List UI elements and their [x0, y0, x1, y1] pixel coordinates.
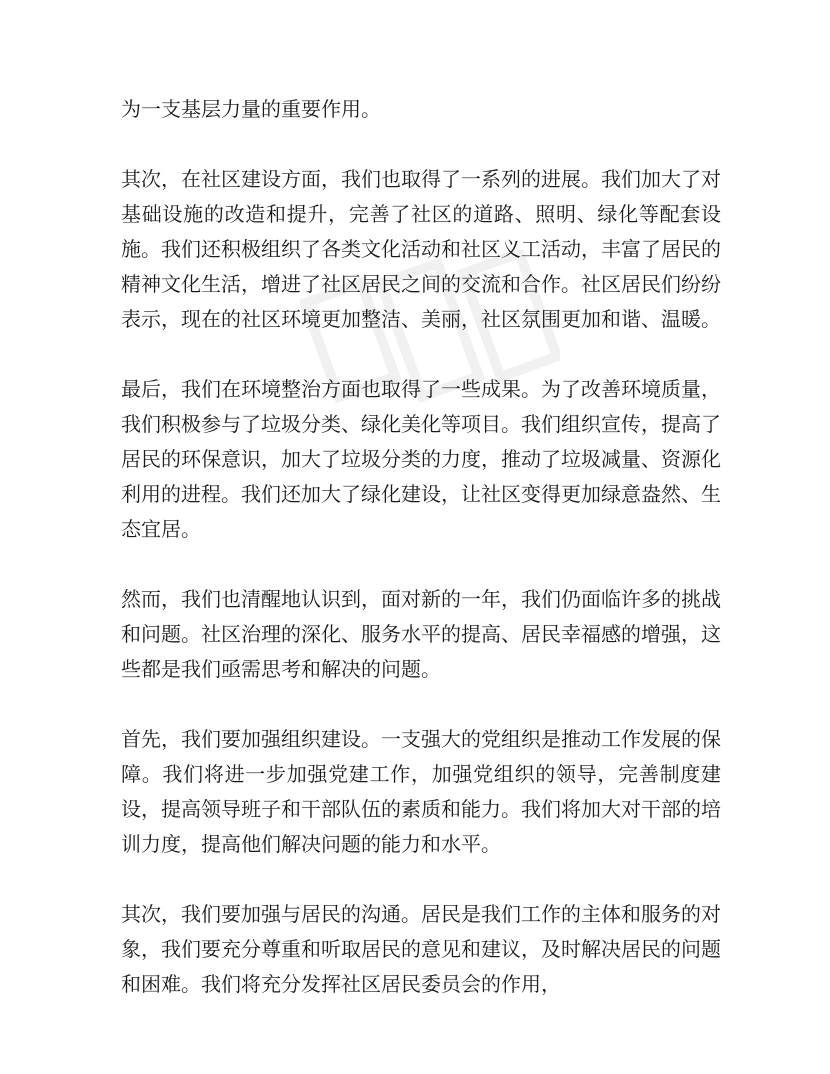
paragraph-3: 最后，我们在环境整治方面也取得了一些成果。为了改善环境质量，我们积极参与了垃圾分类、绿化美化等项目。我们组织宣传，提高了居民的环保意识，加大了垃圾分类的力度，推动了垃圾减量、资源化利用的进程。我们还加大了绿化建设，让社区变得更加绿意盎然、生态宜居。 — [121, 377, 721, 541]
paragraph-6: 其次，我们要加强与居民的沟通。居民是我们工作的主体和服务的对象，我们要充分尊重和听取居民的意见和建议，及时解决居民的问题和困难。我们将充分发挥社区居民委员会的作用， — [121, 902, 721, 996]
paragraph-2: 其次，在社区建设方面，我们也取得了一系列的进展。我们加大了对基础设施的改造和提升，完善了社区的道路、照明、绿化等配套设施。我们还积极组织了各类文化活动和社区义工活动，丰富了居民的精神文化生活，增进了社区居民之间的交流和合作。社区居民们纷纷表示，现在的社区环境更加整洁、美丽，社区氛围更加和谐、温暖。 — [121, 167, 721, 331]
document-body — [121, 92, 721, 1037]
paragraph-5: 首先，我们要加强组织建设。一支强大的党组织是推动工作发展的保障。我们将进一步加强党建工作，加强党组织的领导，完善制度建设，提高领导班子和干部队伍的素质和能力。我们将加大对干部的培训力度，提高他们解决问题的能力和水平。 — [121, 727, 721, 856]
paragraph-4: 然而，我们也清醒地认识到，面对新的一年，我们仍面临许多的挑战和问题。社区治理的深化、服务水平的提高、居民幸福感的增强，这些都是我们亟需思考和解决的问题。 — [121, 587, 721, 681]
paragraph-1: 为一支基层力量的重要作用。 — [121, 97, 381, 121]
